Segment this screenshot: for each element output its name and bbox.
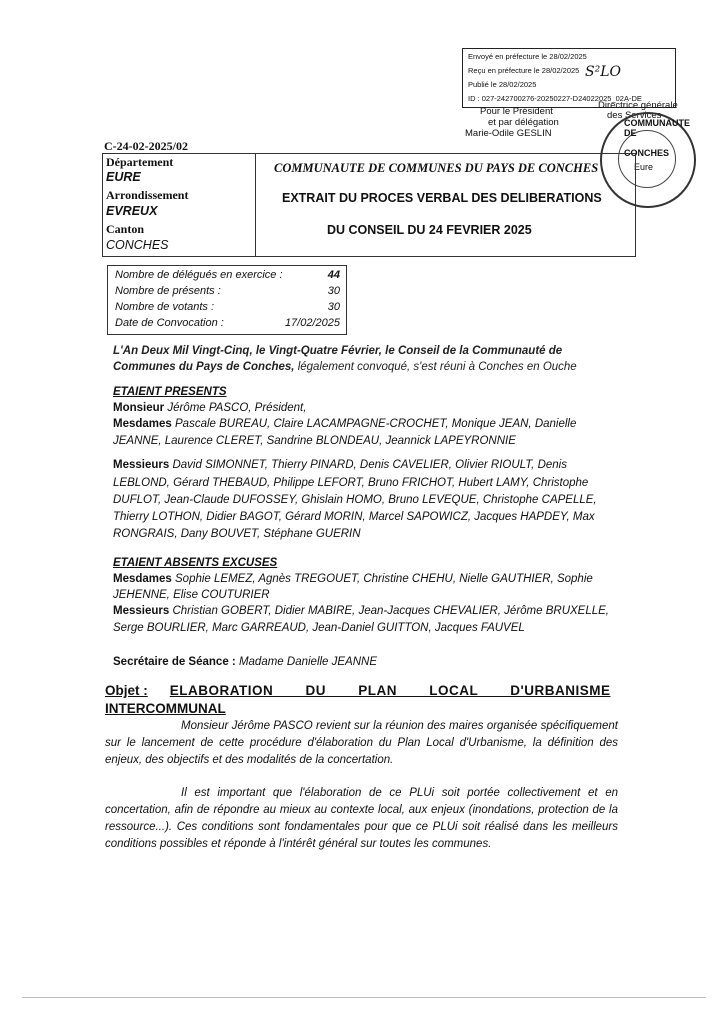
count-label-convocation: Date de Convocation : (115, 317, 224, 329)
absent-messieurs-2: Serge BOURLIER, Marc GARREAUD, Jean-Daniel GUITTON, Jacques FAUVEL (113, 622, 525, 634)
body-paragraph-2: Il est important que l'élaboration de ce PLUi soit portée collectivement et en concertation, afin de répondre au mieux au contexte local, aux enjeux (inondations, protection de la ressource...). Ces conditions sont fondamentales pour que ce PLUi soit réalisé dans les meilleurs conditions possibles et réponde à l'intérêt général sur toutes les communes. (105, 787, 618, 850)
count-label-present: Nombre de présents : (115, 285, 221, 297)
delegation-title-1: Directrice générale (598, 100, 678, 111)
body-paragraph-1: Monsieur Jérôme PASCO revient sur la réunion des maires organisée spécifiquement sur le lancement de cette procédure d'élaboration du Plan Local d'Urbanisme, la définition des enjeux, des objectifs et des modalités de la concertation. (105, 720, 618, 766)
arrondissement-value: EVREUX (106, 204, 158, 218)
present-messieurs-5: RONGRAIS, Dany BOUVET, Stéphane GUERIN (113, 528, 361, 540)
subject-title-1: ELABORATION DU PLAN LOCAL D'URBANISME (169, 683, 611, 698)
departement-value: EURE (106, 170, 141, 184)
absent-mesdames-2: JEHENNE, Elise COUTURIER (113, 589, 270, 601)
delegation-signer: Marie-Odile GESLIN (465, 128, 552, 139)
present-monsieur: Monsieur Jérôme PASCO, Président, (113, 402, 307, 414)
present-messieurs-4: Thierry LOTHON, Didier BAGOT, Gérard MORIN, Marcel SAPOWICZ, Jacques HAPDEY, Max (113, 511, 595, 523)
absent-mesdames-1: Mesdames Sophie LEMEZ, Agnès TREGOUET, Christine CHEHU, Nielle GAUTHIER, Sophie (113, 573, 593, 585)
delegation-president: Pour le Président (480, 106, 553, 117)
document-header (102, 153, 636, 257)
minutes-title: EXTRAIT DU PROCES VERBAL DES DELIBERATIONS (282, 191, 602, 205)
intro-rest: légalement convoqué, s'est réuni à Conches en Ouche (294, 361, 577, 373)
subject-line-1 (105, 682, 621, 700)
stamp-published: Publié le 28/02/2025 (468, 80, 537, 89)
subject-label: Objet : (105, 683, 148, 698)
seal-top-text: COMMUNAUTE DE (624, 118, 690, 138)
canton-value: CONCHES (106, 238, 169, 252)
count-value-present: 30 (327, 285, 340, 297)
delegation-title-2: des Services (607, 110, 662, 121)
count-label-delegates: Nombre de délégués en exercice : (115, 269, 283, 281)
departement-label: Département (106, 155, 174, 169)
count-label-voters: Nombre de votants : (115, 301, 215, 313)
present-messieurs-3: DUFLOT, Jean-Claude DUFOSSEY, Ghislain HOMO, Bruno LEVEQUE, Christophe CAPELLE, (113, 494, 597, 506)
delegation-by: et par délégation (488, 117, 559, 128)
arrondissement-label: Arrondissement (106, 188, 189, 202)
count-value-delegates: 44 (327, 269, 340, 281)
header-left-column (102, 154, 256, 256)
stamp-id: ID : 027-242700276-20250227-D24022025_02A-DE (468, 94, 642, 103)
present-heading: ETAIENT PRESENTS (113, 386, 227, 398)
deliberation-subject (105, 682, 621, 718)
present-messieurs-1: Messieurs David SIMONNET, Thierry PINARD, Denis CAVELIER, Olivier RIOULT, Denis (113, 459, 567, 471)
session-secretary: Secrétaire de Séance : Madame Danielle JEANNE (113, 656, 378, 668)
community-title: COMMUNAUTE DE COMMUNES DU PAYS DE CONCHES (274, 161, 599, 175)
intro-paragraph (113, 343, 623, 375)
intro-bold: L'An Deux Mil Vingt-Cinq, le Vingt-Quatre Février, le Conseil de la Communauté de Communes du Pays de Conches, (113, 345, 563, 373)
stamp-received: Reçu en préfecture le 28/02/2025 (468, 66, 580, 75)
absent-heading: ETAIENT ABSENTS EXCUSES (113, 557, 278, 569)
present-mesdames-2: JEANNE, Laurence CLERET, Sandrine BLONDEAU, Jeannick LAPEYRONNIE (113, 435, 516, 447)
count-value-voters: 30 (327, 301, 340, 313)
absent-messieurs-1: Messieurs Christian GOBERT, Didier MABIRE, Jean-Jacques CHEVALIER, Jérôme BRUXELLE, (113, 605, 609, 617)
seal-mid-text: CONCHES (624, 148, 670, 158)
deliberation-reference: C-24-02-2025/02 (104, 139, 188, 153)
slo-signature: S²LO (585, 64, 621, 80)
count-value-convocation: 17/02/2025 (284, 317, 340, 329)
present-mesdames-1: Mesdames Pascale BUREAU, Claire LACAMPAGNE-CROCHET, Monique JEAN, Danielle (113, 418, 577, 430)
present-messieurs-2: LEBLOND, Gérard THEBAUD, Philippe LEFORT, Bruno FRICHOT, Hubert LAMY, Christophe (113, 477, 589, 489)
canton-label: Canton (106, 222, 145, 236)
stamp-sent: Envoyé en préfecture le 28/02/2025 (468, 52, 587, 61)
subject-title-2: INTERCOMMUNAL (105, 701, 226, 716)
prefecture-stamp (462, 48, 676, 108)
session-title: DU CONSEIL DU 24 FEVRIER 2025 (327, 223, 532, 237)
seal-bottom-text: Eure (634, 162, 654, 172)
attendance-counts (107, 265, 347, 335)
page-footer-rule (22, 997, 706, 998)
